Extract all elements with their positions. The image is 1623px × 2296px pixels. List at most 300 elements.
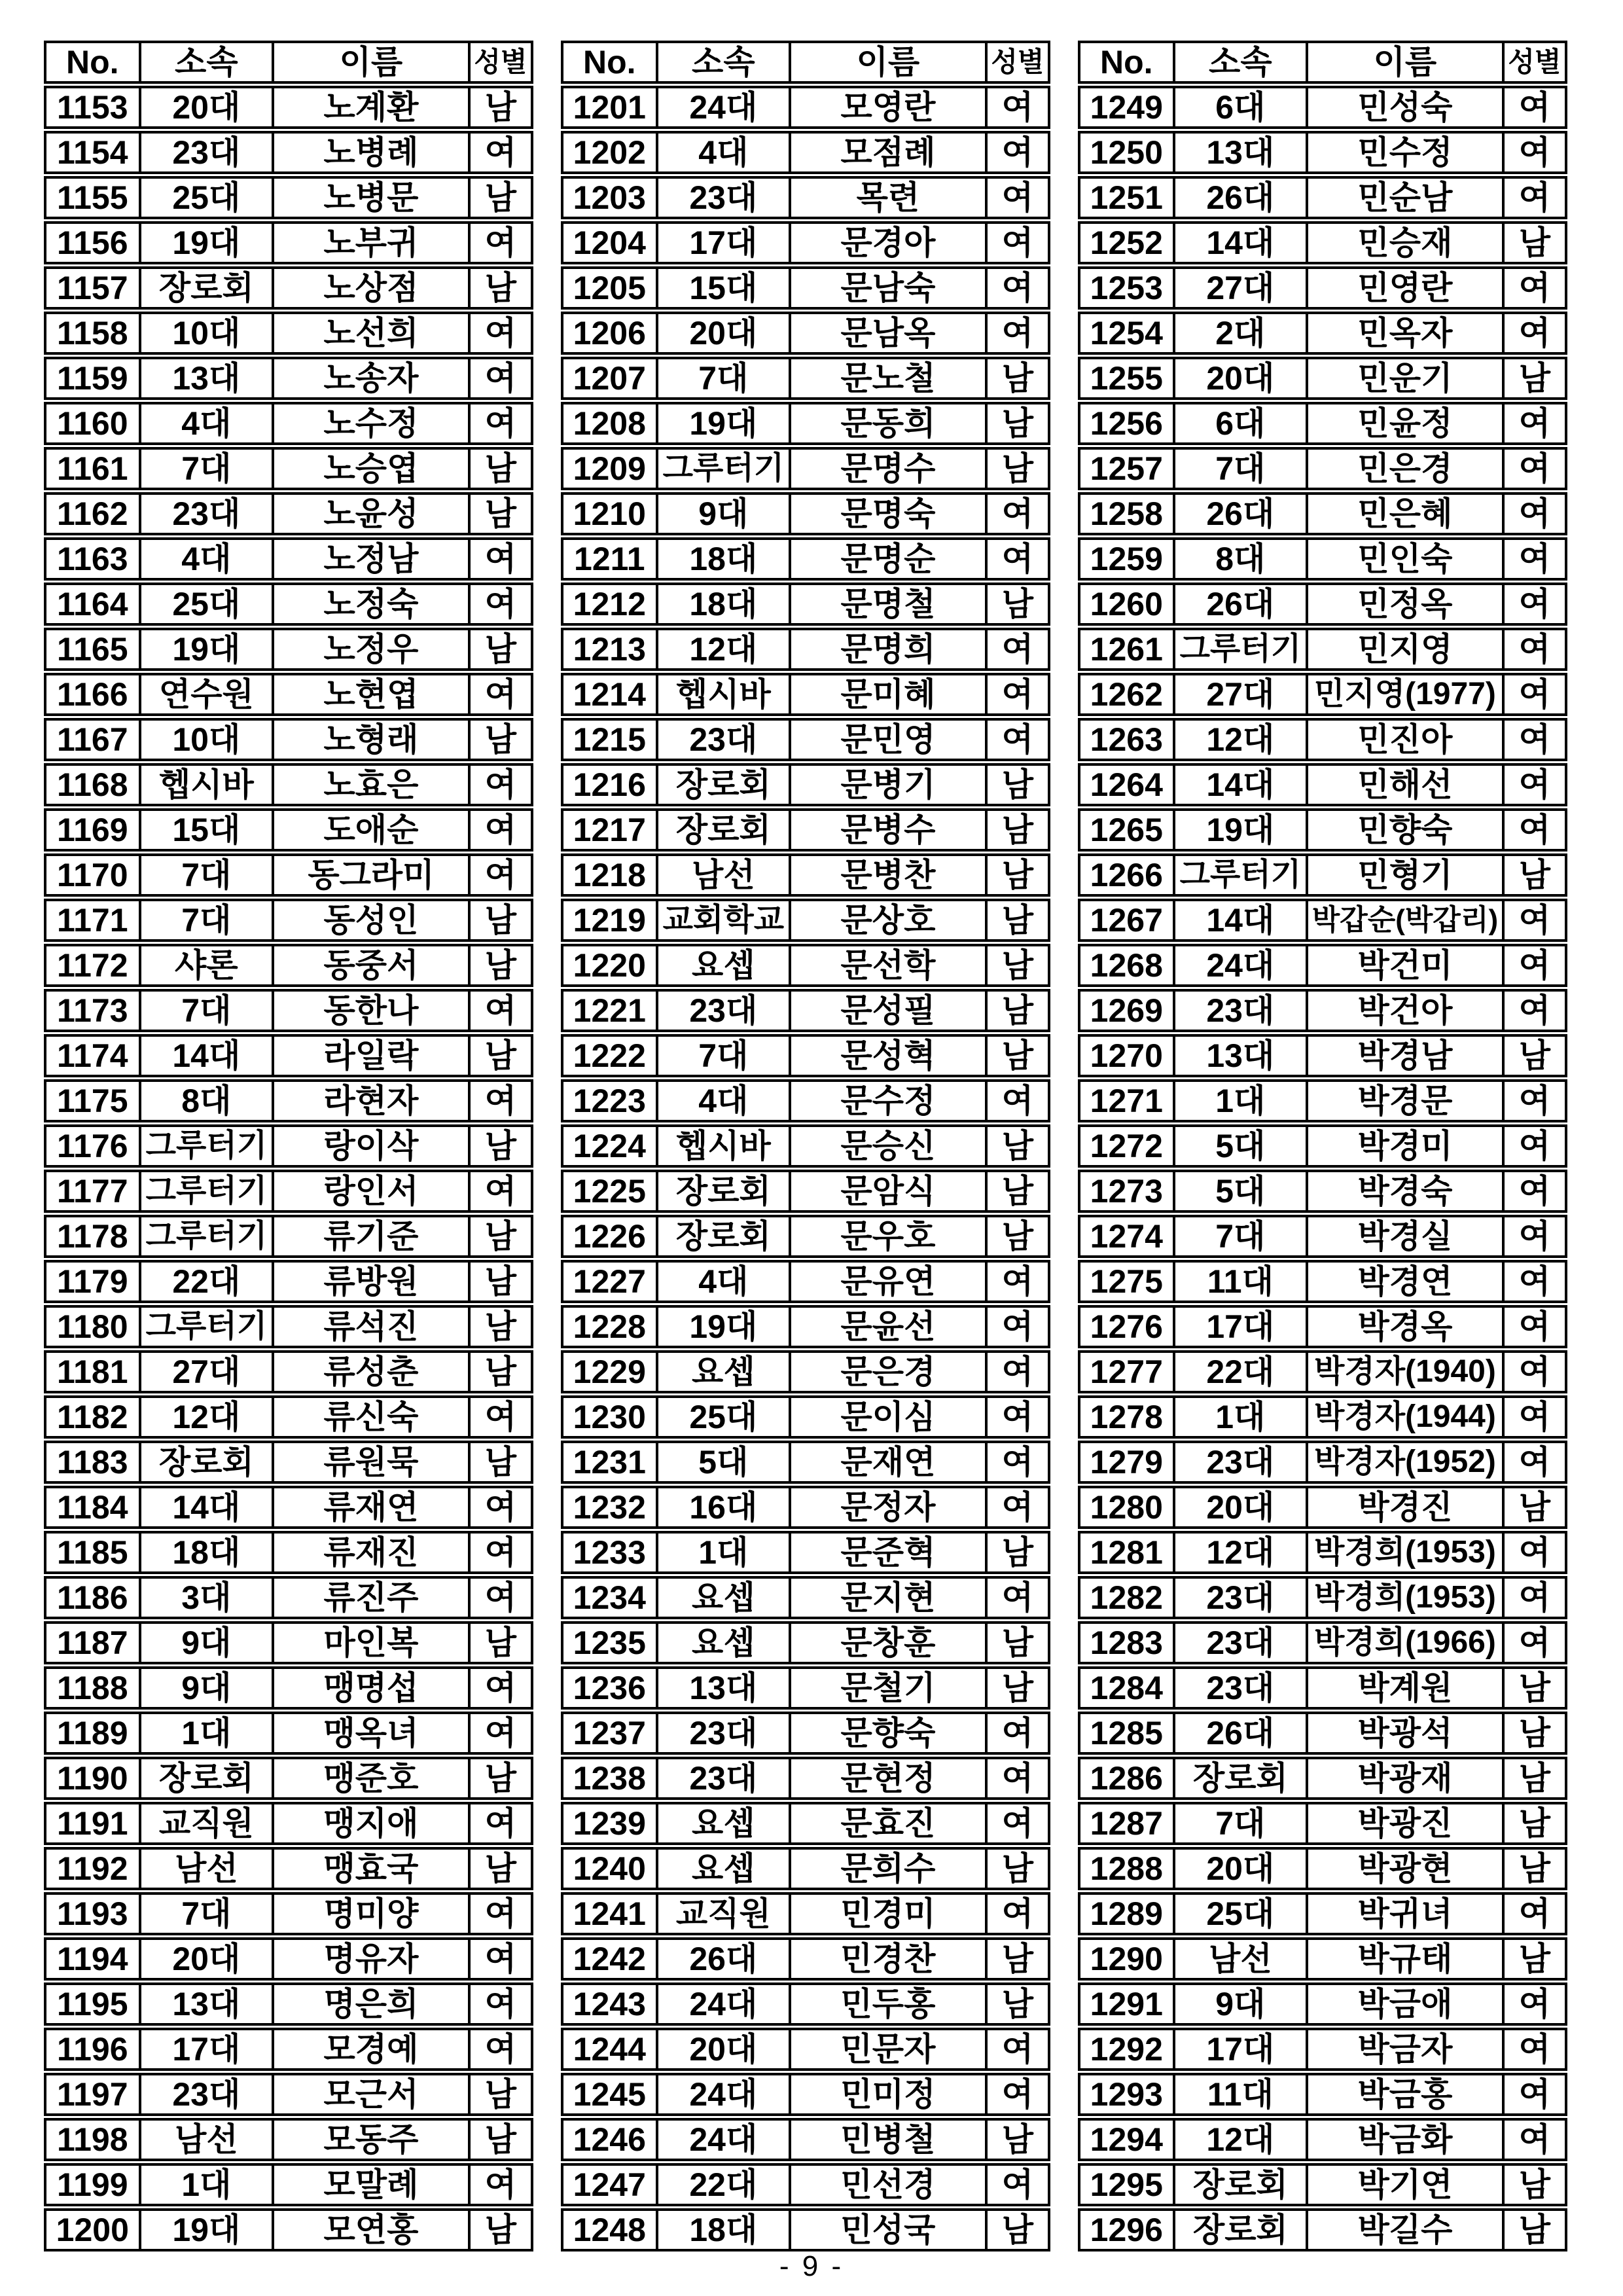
cell-gender: 여 <box>468 1534 531 1571</box>
cell-name: 문명철 <box>789 585 985 623</box>
table-row <box>44 1802 533 1845</box>
cell-no: 1267 <box>1090 902 1163 939</box>
cell-gender: 남 <box>468 901 531 939</box>
cell-gender: 여 <box>985 134 1048 171</box>
cell-name: 류원묵 <box>272 1443 468 1481</box>
cell-gender: 여 <box>1502 404 1565 442</box>
table-row <box>44 1666 533 1710</box>
cell-no: 1223 <box>573 1083 646 1119</box>
cell-no: 1163 <box>57 541 128 577</box>
cell-no: 1274 <box>1090 1218 1163 1255</box>
cell-name: 문미혜 <box>789 675 985 713</box>
cell-no: 1265 <box>1090 812 1163 848</box>
cell-affiliation: 10대 <box>139 721 272 759</box>
table-row <box>1078 312 1567 355</box>
cell-affiliation: 23대 <box>656 1714 789 1752</box>
cell-affiliation: 27대 <box>139 1353 272 1391</box>
cell-gender: 남 <box>468 1624 531 1662</box>
member-table-2 <box>561 41 1050 2253</box>
cell-affiliation: 7대 <box>139 992 272 1030</box>
cell-name: 모연홍 <box>272 2211 468 2249</box>
table-row <box>1078 1847 1567 1890</box>
table-row <box>1078 2208 1567 2251</box>
cell-no: 1277 <box>1090 1354 1163 1390</box>
cell-affiliation: 7대 <box>1173 1804 1306 1842</box>
cell-name: 민해선 <box>1306 766 1502 804</box>
cell-affiliation: 15대 <box>656 269 789 307</box>
cell-name: 민두홍 <box>789 1985 985 2023</box>
cell-name: 문상호 <box>789 901 985 939</box>
cell-affiliation: 12대 <box>1173 721 1306 759</box>
table-row <box>561 899 1050 942</box>
cell-affiliation: 요셉 <box>656 1624 789 1662</box>
cell-no: 1261 <box>1090 631 1163 668</box>
cell-name: 맹명섭 <box>272 1669 468 1707</box>
cell-affiliation: 18대 <box>139 1534 272 1571</box>
cell-no: 1285 <box>1090 1715 1163 1751</box>
table-row <box>1078 1982 1567 2026</box>
cell-name: 노송자 <box>272 359 468 397</box>
cell-gender: 남 <box>985 992 1048 1030</box>
table-row <box>561 1847 1050 1890</box>
cell-gender: 여 <box>1502 1624 1565 1662</box>
table-row <box>44 1757 533 1800</box>
table-row <box>561 853 1050 897</box>
cell-name: 민운기 <box>1306 359 1502 397</box>
cell-name: 박금애 <box>1306 1985 1502 2023</box>
cell-gender: 여 <box>1502 495 1565 533</box>
cell-gender: 여 <box>468 585 531 623</box>
cell-no: 1229 <box>573 1354 646 1390</box>
cell-no: 1222 <box>573 1037 646 1074</box>
cell-affiliation: 16대 <box>656 1488 789 1526</box>
cell-no: 1213 <box>573 631 646 668</box>
table-row <box>44 1486 533 1529</box>
cell-affiliation: 그루터기 <box>139 1172 272 1210</box>
cell-no: 1186 <box>57 1579 128 1616</box>
cell-name: 민성숙 <box>1306 88 1502 126</box>
cell-affiliation: 요셉 <box>656 1850 789 1888</box>
cell-gender: 여 <box>468 811 531 849</box>
cell-name: 모동주 <box>272 2121 468 2159</box>
cell-affiliation: 9대 <box>656 495 789 533</box>
cell-name: 명미양 <box>272 1895 468 1933</box>
cell-name: 류방원 <box>272 1263 468 1300</box>
cell-no: 1288 <box>1090 1850 1163 1887</box>
cell-no: 1214 <box>573 676 646 713</box>
cell-gender: 남 <box>468 1850 531 1888</box>
table-row <box>1078 1666 1567 1710</box>
cell-name: 민성국 <box>789 2211 985 2249</box>
cell-name: 문남옥 <box>789 314 985 352</box>
cell-gender: 여 <box>985 224 1048 262</box>
cell-no: 1162 <box>57 495 128 532</box>
cell-no: 1258 <box>1090 495 1163 532</box>
cell-affiliation: 23대 <box>139 134 272 171</box>
cell-no: 1182 <box>57 1399 128 1435</box>
cell-gender: 남 <box>985 1037 1048 1075</box>
cell-name: 노효은 <box>272 766 468 804</box>
cell-affiliation: 1대 <box>139 1714 272 1752</box>
cell-affiliation: 4대 <box>656 1263 789 1300</box>
cell-no: 1187 <box>57 1624 128 1661</box>
cell-name: 노정숙 <box>272 585 468 623</box>
cell-name: 박길수 <box>1306 2211 1502 2249</box>
cell-name: 박귀녀 <box>1306 1895 1502 1933</box>
cell-affiliation: 19대 <box>139 630 272 668</box>
cell-gender: 여 <box>1502 179 1565 217</box>
cell-affiliation: 장로회 <box>1173 2166 1306 2204</box>
table-row <box>561 1937 1050 1981</box>
cell-no: 1233 <box>573 1534 646 1571</box>
cell-no: 1239 <box>573 1805 646 1842</box>
cell-affiliation: 남선 <box>1173 1940 1306 1978</box>
cell-no: 1257 <box>1090 450 1163 487</box>
cell-name: 문희수 <box>789 1850 985 1888</box>
table-row <box>44 1215 533 1258</box>
cell-affiliation: 20대 <box>139 1940 272 1978</box>
cell-no: 1165 <box>57 631 128 668</box>
cell-no: 1242 <box>573 1941 646 1977</box>
cell-gender: 여 <box>1502 269 1565 307</box>
cell-gender: 여 <box>1502 946 1565 984</box>
cell-gender: 남 <box>468 2121 531 2159</box>
cell-no: 1190 <box>57 1760 128 1797</box>
cell-gender: 남 <box>468 1127 531 1165</box>
cell-no: 1191 <box>57 1805 128 1842</box>
cell-no: 1175 <box>57 1083 128 1119</box>
header-no: No. <box>1100 44 1153 81</box>
table-row <box>44 1305 533 1348</box>
table-row <box>44 1395 533 1439</box>
header-gender: 성별 <box>985 43 1048 81</box>
cell-affiliation: 23대 <box>656 992 789 1030</box>
cell-no: 1294 <box>1090 2121 1163 2158</box>
cell-no: 1177 <box>57 1173 128 1210</box>
cell-gender: 남 <box>468 1759 531 1797</box>
cell-no: 1210 <box>573 495 646 532</box>
table-row <box>44 1712 533 1755</box>
cell-no: 1238 <box>573 1760 646 1797</box>
cell-affiliation: 장로회 <box>139 269 272 307</box>
cell-affiliation: 26대 <box>1173 1714 1306 1752</box>
cell-name: 민수정 <box>1306 134 1502 171</box>
cell-affiliation: 11대 <box>1173 2075 1306 2113</box>
table-rows <box>44 86 533 2253</box>
table-row <box>561 1170 1050 1213</box>
cell-no: 1282 <box>1090 1579 1163 1616</box>
table-row <box>561 1034 1050 1077</box>
table-row <box>561 989 1050 1032</box>
cell-affiliation: 11대 <box>1173 1263 1306 1300</box>
cell-no: 1241 <box>573 1895 646 1932</box>
table-row <box>561 2028 1050 2071</box>
cell-name: 문정자 <box>789 1488 985 1526</box>
cell-affiliation: 그루터기 <box>1173 856 1306 894</box>
table-rows <box>561 86 1050 2253</box>
cell-affiliation: 헵시바 <box>139 766 272 804</box>
cell-name: 노상점 <box>272 269 468 307</box>
table-row <box>1078 447 1567 490</box>
cell-no: 1225 <box>573 1173 646 1210</box>
cell-name: 민인숙 <box>1306 540 1502 578</box>
table-row <box>561 628 1050 671</box>
cell-affiliation: 17대 <box>1173 2030 1306 2068</box>
cell-gender: 여 <box>468 1804 531 1842</box>
cell-no: 1200 <box>56 2212 129 2248</box>
table-row <box>44 989 533 1032</box>
cell-no: 1224 <box>573 1128 646 1164</box>
cell-no: 1194 <box>57 1941 128 1977</box>
cell-no: 1215 <box>573 721 646 758</box>
table-row <box>1078 1124 1567 1168</box>
table-row <box>561 1982 1050 2026</box>
cell-no: 1249 <box>1090 89 1163 126</box>
cell-gender: 남 <box>468 1263 531 1300</box>
cell-affiliation: 23대 <box>656 179 789 217</box>
cell-name: 민순남 <box>1306 179 1502 217</box>
table-row <box>44 1576 533 1619</box>
table-row <box>44 2118 533 2161</box>
cell-no: 1156 <box>57 224 128 261</box>
table-row <box>1078 1621 1567 1664</box>
cell-gender: 남 <box>1502 1940 1565 1978</box>
table-row <box>44 808 533 852</box>
table-row <box>561 1079 1050 1122</box>
cell-no: 1202 <box>573 134 646 171</box>
table-row <box>561 2163 1050 2206</box>
cell-gender: 남 <box>985 585 1048 623</box>
cell-gender: 여 <box>1502 675 1565 713</box>
cell-affiliation: 12대 <box>1173 2121 1306 2159</box>
cell-affiliation: 그루터기 <box>656 450 789 488</box>
table-row <box>1078 899 1567 942</box>
header-no: No. <box>66 44 119 81</box>
cell-gender: 여 <box>985 88 1048 126</box>
cell-name: 박경자(1952) <box>1306 1443 1502 1481</box>
cell-no: 1205 <box>573 270 646 306</box>
header-gender: 성별 <box>1502 43 1565 81</box>
cell-name: 노형래 <box>272 721 468 759</box>
cell-affiliation: 교직원 <box>656 1895 789 1933</box>
cell-gender: 여 <box>1502 811 1565 849</box>
cell-name: 문수정 <box>789 1082 985 1120</box>
cell-gender: 여 <box>985 1579 1048 1617</box>
cell-name: 명은희 <box>272 1985 468 2023</box>
cell-name: 문명순 <box>789 540 985 578</box>
table-row <box>561 131 1050 174</box>
cell-gender: 남 <box>985 1534 1048 1571</box>
header-affiliation: 소속 <box>139 43 272 81</box>
cell-name: 박경숙 <box>1306 1172 1502 1210</box>
table-row <box>44 1124 533 1168</box>
cell-name: 박광현 <box>1306 1850 1502 1888</box>
cell-name: 민진아 <box>1306 721 1502 759</box>
cell-no: 1207 <box>573 360 646 397</box>
table-row <box>1078 1937 1567 1981</box>
cell-name: 동그라미 <box>272 856 468 894</box>
table-row <box>44 1892 533 1935</box>
table-row <box>1078 1576 1567 1619</box>
cell-affiliation: 14대 <box>139 1488 272 1526</box>
cell-affiliation: 7대 <box>656 359 789 397</box>
cell-name: 박경희(1953) <box>1306 1579 1502 1617</box>
cell-no: 1240 <box>573 1850 646 1887</box>
cell-name: 류성춘 <box>272 1353 468 1391</box>
cell-no: 1266 <box>1090 857 1163 893</box>
table-row <box>1078 131 1567 174</box>
cell-name: 문암식 <box>789 1172 985 1210</box>
cell-affiliation: 19대 <box>139 224 272 262</box>
cell-no: 1164 <box>57 586 128 622</box>
cell-no: 1179 <box>57 1263 128 1300</box>
cell-affiliation: 18대 <box>656 585 789 623</box>
cell-name: 동중서 <box>272 946 468 984</box>
cell-affiliation: 그루터기 <box>139 1127 272 1165</box>
cell-gender: 여 <box>468 1488 531 1526</box>
cell-no: 1173 <box>57 992 128 1029</box>
cell-no: 1247 <box>573 2166 646 2203</box>
cell-gender: 남 <box>985 1127 1048 1165</box>
cell-name: 민정옥 <box>1306 585 1502 623</box>
cell-name: 노병례 <box>272 134 468 171</box>
cell-gender: 여 <box>468 404 531 442</box>
table-row <box>1078 2073 1567 2116</box>
cell-affiliation: 그루터기 <box>139 1217 272 1255</box>
cell-gender: 여 <box>985 2166 1048 2204</box>
cell-no: 1290 <box>1090 1941 1163 1977</box>
cell-name: 민지영(1977) <box>1306 675 1502 713</box>
table-row <box>561 1712 1050 1755</box>
cell-affiliation: 18대 <box>656 540 789 578</box>
cell-affiliation: 14대 <box>1173 224 1306 262</box>
cell-gender: 여 <box>1502 2121 1565 2159</box>
cell-gender: 남 <box>468 1443 531 1481</box>
table-row <box>44 899 533 942</box>
cell-affiliation: 26대 <box>1173 179 1306 217</box>
cell-affiliation: 15대 <box>139 811 272 849</box>
cell-affiliation: 8대 <box>139 1082 272 1120</box>
cell-gender: 여 <box>985 314 1048 352</box>
cell-affiliation: 연수원 <box>139 675 272 713</box>
cell-no: 1181 <box>57 1354 128 1390</box>
cell-gender: 여 <box>468 1579 531 1617</box>
cell-affiliation: 17대 <box>656 224 789 262</box>
cell-name: 민영란 <box>1306 269 1502 307</box>
cell-affiliation: 1대 <box>1173 1398 1306 1436</box>
tables-container <box>44 41 1567 2253</box>
cell-gender: 여 <box>468 540 531 578</box>
cell-affiliation: 7대 <box>139 901 272 939</box>
table-row <box>44 537 533 581</box>
cell-no: 1201 <box>573 89 646 126</box>
cell-no: 1167 <box>57 721 128 758</box>
cell-gender: 남 <box>468 179 531 217</box>
cell-no: 1276 <box>1090 1308 1163 1345</box>
cell-gender: 여 <box>1502 314 1565 352</box>
cell-gender: 남 <box>985 1669 1048 1707</box>
cell-no: 1211 <box>574 541 645 577</box>
cell-no: 1203 <box>573 179 646 216</box>
cell-no: 1166 <box>57 676 128 713</box>
cell-gender: 여 <box>1502 721 1565 759</box>
table-row <box>561 266 1050 310</box>
table-row <box>1078 2118 1567 2161</box>
cell-name: 문윤선 <box>789 1308 985 1346</box>
cell-name: 민승재 <box>1306 224 1502 262</box>
cell-no: 1158 <box>57 315 128 351</box>
cell-name: 박경문 <box>1306 1082 1502 1120</box>
cell-gender: 남 <box>985 404 1048 442</box>
cell-no: 1248 <box>573 2212 646 2248</box>
cell-affiliation: 장로회 <box>656 811 789 849</box>
cell-name: 맹옥녀 <box>272 1714 468 1752</box>
cell-gender: 여 <box>1502 1443 1565 1481</box>
cell-no: 1271 <box>1090 1083 1163 1119</box>
table-row <box>561 447 1050 490</box>
cell-no: 1292 <box>1090 2031 1163 2068</box>
cell-name: 민은경 <box>1306 450 1502 488</box>
cell-no: 1204 <box>573 224 646 261</box>
cell-no: 1237 <box>573 1715 646 1751</box>
cell-gender: 남 <box>985 901 1048 939</box>
cell-name: 모근서 <box>272 2075 468 2113</box>
cell-affiliation: 19대 <box>139 2211 272 2249</box>
cell-affiliation: 20대 <box>1173 359 1306 397</box>
cell-no: 1169 <box>57 812 128 848</box>
cell-affiliation: 장로회 <box>139 1759 272 1797</box>
cell-name: 동한나 <box>272 992 468 1030</box>
cell-affiliation: 22대 <box>656 2166 789 2204</box>
cell-affiliation: 2대 <box>1173 314 1306 352</box>
cell-name: 박경미 <box>1306 1127 1502 1165</box>
cell-gender: 여 <box>468 314 531 352</box>
header-affiliation: 소속 <box>1173 43 1306 81</box>
table-rows <box>1078 86 1567 2253</box>
cell-affiliation: 20대 <box>139 88 272 126</box>
cell-affiliation: 7대 <box>139 450 272 488</box>
table-row <box>561 673 1050 716</box>
cell-name: 맹지애 <box>272 1804 468 1842</box>
cell-name: 박갑순(박갑리) <box>1306 901 1502 939</box>
table-row <box>561 944 1050 987</box>
cell-no: 1232 <box>573 1489 646 1526</box>
cell-gender: 여 <box>468 1985 531 2023</box>
cell-gender: 여 <box>985 269 1048 307</box>
cell-gender: 여 <box>468 992 531 1030</box>
header-affiliation: 소속 <box>656 43 789 81</box>
table-row <box>1078 944 1567 987</box>
cell-no: 1244 <box>573 2031 646 2068</box>
cell-no: 1280 <box>1090 1489 1163 1526</box>
cell-no: 1263 <box>1090 721 1163 758</box>
cell-name: 류석진 <box>272 1308 468 1346</box>
cell-no: 1196 <box>57 2031 128 2068</box>
cell-affiliation: 19대 <box>656 404 789 442</box>
cell-affiliation: 25대 <box>139 585 272 623</box>
cell-no: 1221 <box>573 992 646 1029</box>
cell-gender: 남 <box>468 2075 531 2113</box>
cell-gender: 여 <box>1502 450 1565 488</box>
table-row <box>561 537 1050 581</box>
cell-name: 박경자(1940) <box>1306 1353 1502 1391</box>
table-row <box>561 1215 1050 1258</box>
cell-affiliation: 20대 <box>656 2030 789 2068</box>
cell-name: 박경진 <box>1306 1488 1502 1526</box>
table-row <box>44 357 533 400</box>
cell-name: 모경예 <box>272 2030 468 2068</box>
cell-affiliation: 교회학교 <box>656 901 789 939</box>
